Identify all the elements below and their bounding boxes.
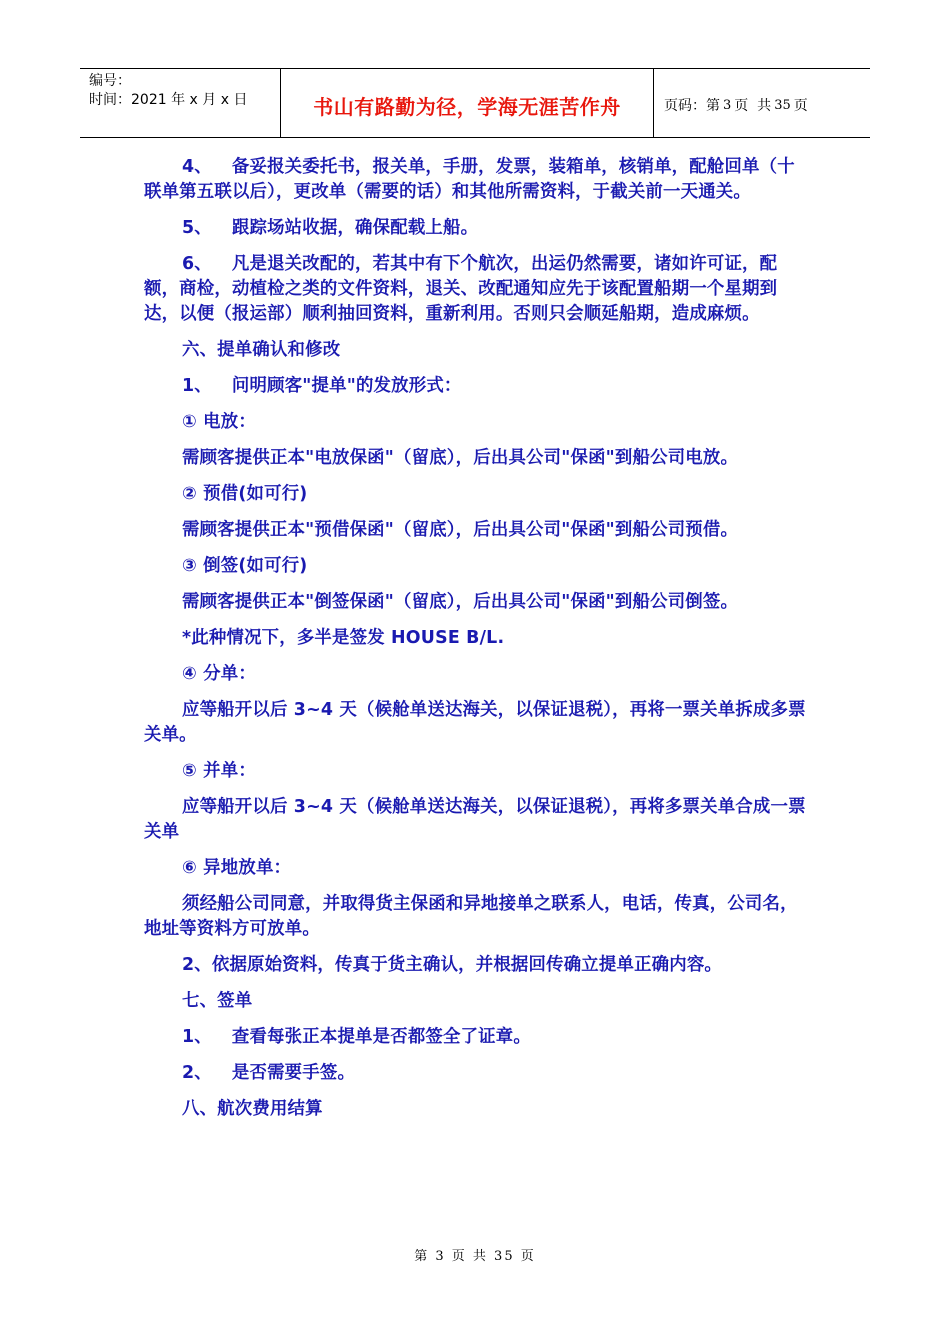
paragraph-item-5: [144, 216, 808, 241]
paragraph-7-1: [144, 1025, 808, 1050]
footer-page-number: 第 3 页 共 35 页: [414, 1249, 536, 1264]
item-text: 跟踪场站收据，确保配载上船。: [231, 218, 479, 238]
header-motto-cell: [281, 69, 654, 137]
option-title-6: ⑥ 异地放单：: [182, 858, 292, 878]
item-text: 问明顾客"提单"的发放形式：: [231, 376, 462, 396]
paragraph-item-4: [144, 155, 808, 205]
section-heading-6: 六、提单确认和修改: [182, 340, 341, 360]
option-text-3: 需顾客提供正本"倒签保函"（留底），后出具公司"保函"到船公司倒签。: [182, 592, 739, 612]
date-label: 时间：2021 年 x 月 x 日: [89, 92, 248, 108]
item-number: 1、: [182, 1027, 212, 1047]
paragraph-6-1: [144, 374, 808, 399]
page-prefix: 页码：第: [664, 98, 720, 114]
page-footer: [0, 1245, 950, 1264]
paragraph-6-2: 2、依据原始资料，传真于货主确认，并根据回传确立提单正确内容。: [182, 955, 723, 975]
item-number: 4、: [182, 157, 212, 177]
note-line: *此种情况下，多半是签发 HOUSE B/L.: [182, 628, 505, 648]
header-page-cell: [654, 69, 870, 137]
option-title-3: ③ 倒签(如可行): [182, 556, 308, 576]
document-body: [144, 155, 808, 1133]
serial-label: 编号：: [89, 73, 131, 89]
paragraph-7-2: [144, 1061, 808, 1086]
page-current: 3: [723, 97, 732, 113]
page-mid: 页 共: [734, 98, 772, 114]
item-number: 2、: [182, 1063, 212, 1083]
header-meta-cell: [80, 69, 281, 137]
option-text-1: 需顾客提供正本"电放保函"（留底），后出具公司"保函"到船公司电放。: [182, 448, 739, 468]
item-text: 是否需要手签。: [231, 1063, 356, 1083]
section-heading-7: 七、签单: [182, 991, 253, 1011]
page-total: 35: [774, 97, 791, 113]
paragraph-item-6: [144, 252, 808, 327]
option-text-4: 应等船开以后 3~4 天（候舱单送达海关，以保证退税），再将一票关单拆成多票关单。: [144, 700, 806, 745]
page-suffix: 页: [793, 98, 808, 114]
item-text: 备妥报关委托书，报关单，手册，发票，装箱单，核销单，配舱回单（十联单第五联以后），更改单（需要的话）和其他所需资料，于截关前一天通关。: [144, 157, 795, 202]
item-number: 5、: [182, 218, 212, 238]
item-number: 1、: [182, 376, 212, 396]
option-text-2: 需顾客提供正本"预借保函"（留底），后出具公司"保函"到船公司预借。: [182, 520, 739, 540]
option-title-5: ⑤ 并单：: [182, 761, 256, 781]
option-title-4: ④ 分单：: [182, 664, 256, 684]
item-text: 凡是退关改配的，若其中有下个航次，出运仍然需要，诸如许可证，配额，商检，动植检之类的文件资料，退关、改配通知应先于该配置船期一个星期到达，以便（报运部）顺利抽回资料，重新利用。否则只会顺延船期，造成麻烦。: [144, 254, 778, 324]
option-text-5: 应等船开以后 3~4 天（候舱单送达海关，以保证退税），再将多票关单合成一票关单: [144, 797, 806, 842]
option-title-2: ② 预借(如可行): [182, 484, 308, 504]
page-header: [80, 68, 870, 138]
option-title-1: ① 电放：: [182, 412, 256, 432]
motto: 书山有路勤为径，学海无涯苦作舟: [313, 94, 621, 119]
item-number: 6、: [182, 254, 212, 274]
item-text: 查看每张正本提单是否都签全了证章。: [231, 1027, 531, 1047]
section-heading-8: 八、航次费用结算: [182, 1099, 323, 1119]
option-text-6: 须经船公司同意，并取得货主保函和异地接单之联系人，电话，传真，公司名，地址等资料方可放单。: [144, 894, 798, 939]
